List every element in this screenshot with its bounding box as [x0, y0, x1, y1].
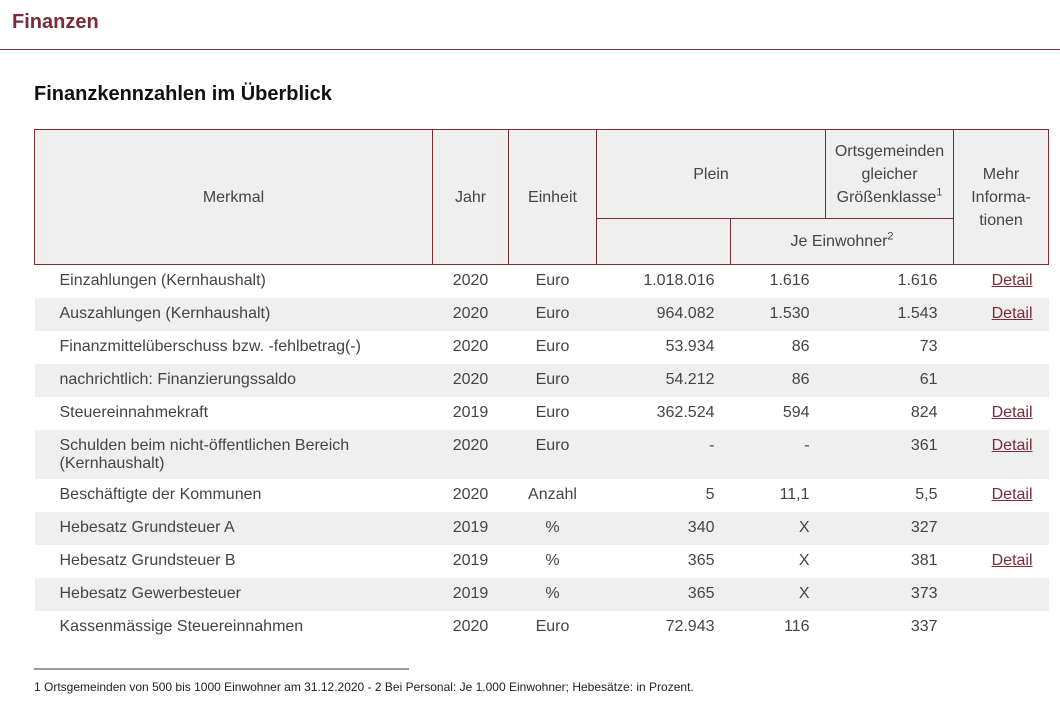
header-plein: Plein [597, 130, 826, 219]
header-vergleich [826, 130, 954, 219]
section-title: Finanzkennzahlen im Überblick [34, 83, 332, 105]
cell-plein: - [597, 430, 731, 479]
cell-jahr: 2020 [452, 272, 489, 289]
cell-detail [954, 578, 1049, 611]
cell-plein: 72.943 [665, 617, 715, 635]
cell-detail [954, 512, 1049, 545]
cell-plein-je-einwohner: - [731, 430, 826, 479]
cell-jahr: 2019 [452, 403, 489, 421]
cell-einheit: % [545, 551, 560, 569]
cell-jahr: 2020 [452, 337, 489, 355]
footnote-ref-2: 2 [887, 230, 894, 243]
cell-einheit: Euro [509, 298, 597, 331]
cell-merkmal: Steuereinnahmekraft [59, 403, 209, 421]
cell-merkmal: Finanzmittelüberschuss bzw. -fehlbetrag(-) [59, 337, 361, 355]
cell-vergleich: 373 [826, 578, 954, 611]
footnote-divider [34, 668, 409, 670]
cell-einheit: Euro [535, 403, 570, 421]
finance-table [34, 129, 1049, 644]
detail-link[interactable]: Detail [991, 304, 1033, 322]
cell-detail [954, 331, 1049, 364]
cell-einheit: Euro [535, 272, 570, 289]
cell-plein-je-einwohner: 1.616 [769, 272, 810, 289]
cell-plein: 1.018.016 [643, 272, 715, 289]
detail-link[interactable]: Detail [991, 403, 1033, 421]
cell-merkmal: Kassenmässige Steuereinnahmen [59, 617, 304, 635]
cell-vergleich: 1.616 [897, 272, 938, 289]
header-merkmal: Merkmal [35, 130, 433, 265]
cell-jahr: 2020 [452, 485, 489, 503]
cell-plein-je-einwohner: X [731, 578, 826, 611]
table-row [35, 430, 1049, 479]
cell-jahr: 2020 [452, 617, 489, 635]
cell-plein: 362.524 [656, 403, 715, 421]
table-row [35, 397, 1049, 430]
table-row [35, 364, 1049, 397]
header-plein-total [597, 219, 731, 265]
header-mehr-informationen [954, 130, 1049, 265]
cell-plein-je-einwohner: 1.530 [731, 298, 826, 331]
header-mehr-line3: tionen [979, 211, 1023, 229]
cell-einheit: Euro [535, 617, 570, 635]
cell-detail [954, 364, 1049, 397]
cell-merkmal: Schulden beim nicht-öffentlichen Bereich (Kernhaushalt) [35, 430, 433, 479]
cell-plein: 365 [597, 578, 731, 611]
cell-vergleich: 61 [826, 364, 954, 397]
cell-detail [954, 265, 1049, 298]
cell-plein: 54.212 [597, 364, 731, 397]
cell-merkmal: Hebesatz Gewerbesteuer [35, 578, 433, 611]
cell-detail [954, 430, 1049, 479]
cell-vergleich: 337 [910, 617, 938, 635]
cell-vergleich: 361 [826, 430, 954, 479]
header-einheit: Einheit [509, 130, 597, 265]
page-header [0, 0, 1060, 50]
cell-plein: 53.934 [665, 337, 715, 355]
header-mehr-line2: Informa- [971, 188, 1031, 206]
cell-plein-je-einwohner: 86 [791, 337, 810, 355]
cell-plein: 340 [597, 512, 731, 545]
cell-plein-je-einwohner: 11,1 [779, 485, 810, 503]
cell-jahr: 2020 [433, 298, 509, 331]
table-row [35, 298, 1049, 331]
cell-merkmal: Beschäftigte der Kommunen [59, 485, 262, 503]
cell-vergleich: 381 [910, 551, 938, 569]
table-row [35, 331, 1049, 364]
cell-einheit: Euro [509, 364, 597, 397]
cell-merkmal: Hebesatz Grundsteuer B [59, 551, 236, 569]
cell-detail [954, 298, 1049, 331]
cell-einheit: Anzahl [528, 485, 577, 503]
cell-merkmal: Auszahlungen (Kernhaushalt) [35, 298, 433, 331]
page-title: Finanzen [12, 11, 99, 33]
cell-plein-je-einwohner: 116 [784, 617, 810, 635]
table-body [35, 265, 1049, 644]
footnote-ref-1: 1 [936, 186, 943, 199]
header-vergleich-line2: gleicher [861, 165, 918, 183]
cell-merkmal: Hebesatz Grundsteuer A [35, 512, 433, 545]
cell-plein-je-einwohner: X [731, 512, 826, 545]
detail-link[interactable]: Detail [991, 272, 1033, 289]
detail-link[interactable]: Detail [991, 485, 1033, 503]
cell-jahr: 2019 [433, 512, 509, 545]
cell-detail [954, 397, 1049, 430]
cell-detail [954, 611, 1049, 644]
cell-plein: 365 [687, 551, 715, 569]
cell-vergleich: 824 [910, 403, 938, 421]
cell-plein-je-einwohner: 86 [731, 364, 826, 397]
cell-jahr: 2020 [433, 430, 509, 479]
cell-vergleich: 5,5 [915, 485, 938, 503]
cell-plein: 964.082 [597, 298, 731, 331]
table-row [35, 611, 1049, 644]
detail-link[interactable]: Detail [991, 436, 1033, 454]
cell-einheit: Euro [509, 430, 597, 479]
cell-einheit: % [509, 578, 597, 611]
cell-einheit: % [509, 512, 597, 545]
header-je-einwohner [731, 219, 954, 265]
cell-vergleich: 1.543 [826, 298, 954, 331]
table-row [35, 265, 1049, 298]
cell-vergleich: 73 [919, 337, 938, 355]
cell-plein-je-einwohner: 594 [782, 403, 810, 421]
table-header [35, 130, 1049, 265]
table-row [35, 512, 1049, 545]
detail-link[interactable]: Detail [991, 551, 1033, 569]
footnote: 1 Ortsgemeinden von 500 bis 1000 Einwohner am 31.12.2020 - 2 Bei Personal: Je 1.000 Einwohner; Hebesätze: in Prozent. [34, 680, 694, 694]
cell-detail [954, 479, 1049, 512]
cell-merkmal: Einzahlungen (Kernhaushalt) [59, 272, 266, 289]
table-row [35, 479, 1049, 512]
cell-merkmal: nachrichtlich: Finanzierungssaldo [35, 364, 433, 397]
header-je-einwohner-label: Je Einwohner [790, 233, 888, 250]
header-vergleich-line3: Größenklasse [836, 188, 937, 206]
table-row [35, 545, 1049, 578]
cell-detail [954, 545, 1049, 578]
cell-jahr: 2019 [452, 551, 489, 569]
header-mehr-line1: Mehr [982, 165, 1020, 183]
cell-vergleich: 327 [826, 512, 954, 545]
table-row [35, 578, 1049, 611]
cell-jahr: 2020 [433, 364, 509, 397]
cell-jahr: 2019 [433, 578, 509, 611]
cell-einheit: Euro [535, 337, 570, 355]
cell-plein: 5 [705, 485, 715, 503]
cell-plein-je-einwohner: X [798, 551, 810, 569]
header-jahr: Jahr [433, 130, 509, 265]
header-vergleich-line1: Ortsgemeinden [834, 142, 945, 160]
